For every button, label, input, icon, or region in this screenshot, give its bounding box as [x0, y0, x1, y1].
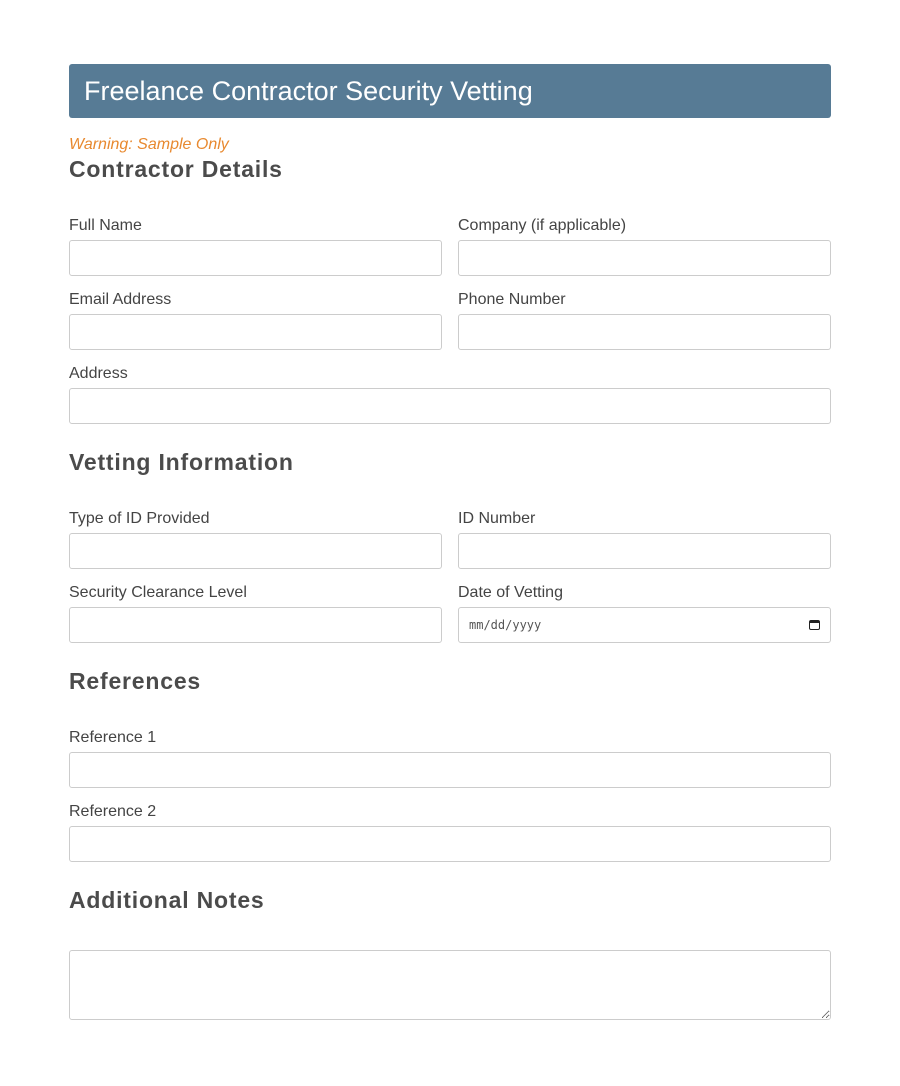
full-name-input[interactable]: [69, 240, 442, 276]
notes-textarea[interactable]: [69, 950, 831, 1020]
reference-2-label: Reference 2: [69, 803, 157, 820]
company-label: Company (if applicable): [458, 217, 627, 234]
page-title: Freelance Contractor Security Vetting: [84, 75, 533, 106]
date-placeholder: mm/dd/yyyy: [469, 618, 542, 632]
id-number-label: ID Number: [458, 510, 536, 527]
vetting-form: [69, 0, 831, 1020]
id-type-label: Type of ID Provided: [69, 510, 210, 527]
email-input[interactable]: [69, 314, 442, 350]
clearance-label: Security Clearance Level: [69, 584, 247, 601]
phone-input[interactable]: [458, 314, 831, 350]
calendar-icon[interactable]: [809, 620, 820, 630]
section-heading-vetting: Vetting Information: [69, 449, 294, 475]
form-header: [69, 64, 831, 118]
address-label: Address: [69, 365, 128, 382]
address-input[interactable]: [69, 388, 831, 424]
date-input[interactable]: [458, 607, 831, 643]
id-number-input[interactable]: [458, 533, 831, 569]
section-heading-notes: Additional Notes: [69, 887, 265, 913]
phone-label: Phone Number: [458, 291, 566, 308]
reference-1-input[interactable]: [69, 752, 831, 788]
clearance-input[interactable]: [69, 607, 442, 643]
date-label: Date of Vetting: [458, 584, 563, 601]
reference-1-label: Reference 1: [69, 729, 157, 746]
warning-text: Warning: Sample Only: [69, 136, 229, 153]
section-heading-references: References: [69, 668, 202, 694]
id-type-input[interactable]: [69, 533, 442, 569]
email-label: Email Address: [69, 291, 172, 308]
reference-2-input[interactable]: [69, 826, 831, 862]
section-heading-contractor: Contractor Details: [69, 156, 283, 182]
full-name-label: Full Name: [69, 217, 142, 234]
company-input[interactable]: [458, 240, 831, 276]
